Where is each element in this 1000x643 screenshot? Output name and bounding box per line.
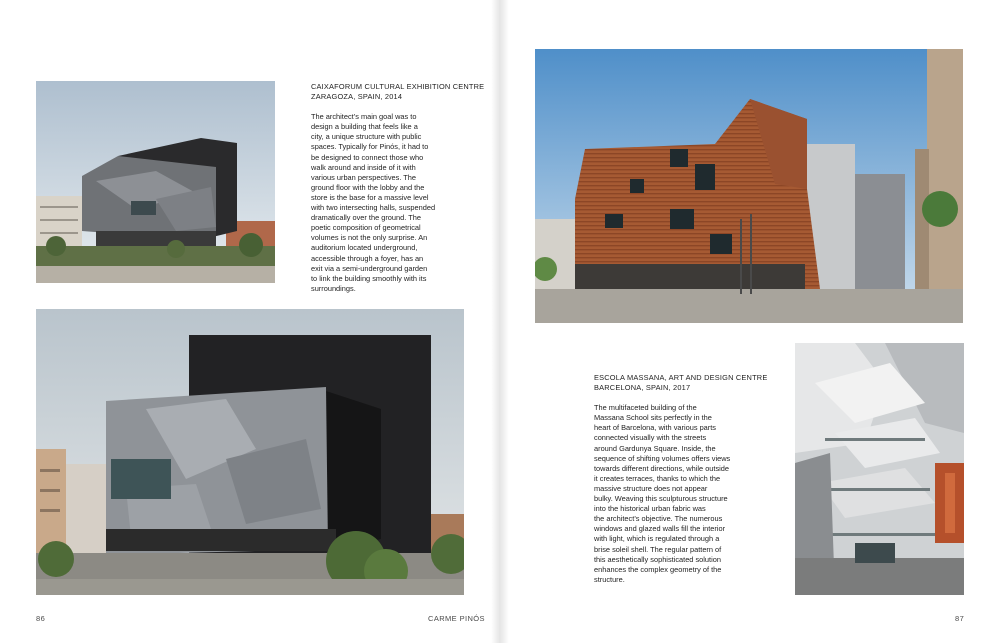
- escola-massana-text-line: connected visually with the streets: [594, 433, 707, 443]
- escola-massana-caption: [594, 373, 767, 585]
- escola-massana-text-line: brise soleil shell. The regular pattern of: [594, 544, 722, 554]
- escola-massana-text-line: towards different directions, while outside: [594, 463, 730, 473]
- escola-massana-text-line: into the historical urban fabric was: [594, 504, 706, 514]
- caixaforum-text-line: design a building that feels like a: [311, 122, 418, 132]
- caixaforum-text-line: ground floor with the lobby and the: [311, 182, 425, 192]
- escola-massana-text-line: structure.: [594, 574, 625, 584]
- caixaforum-location-line: ZARAGOZA, SPAIN, 2014: [311, 92, 403, 102]
- caixaforum-text-line: The architect’s main goal was to: [311, 112, 417, 122]
- escola-massana-text-line: The multifaceted building of the: [594, 403, 697, 413]
- escola-massana-text-line: windows and glazed walls fill the interior: [594, 524, 726, 534]
- caixaforum-text-line: be designed to connect those who: [311, 152, 424, 162]
- caixaforum-text-line: poetic composition of geometrical: [311, 223, 421, 233]
- photo-escola-massana-exterior: [535, 49, 963, 323]
- escola-massana-text-line: massive structure does not appear: [594, 483, 708, 493]
- caixaforum-text-line: walk around and inside of it with: [311, 162, 416, 172]
- photo-escola-massana-interior: [795, 343, 964, 595]
- caixaforum-text-line: auditorium located underground,: [311, 243, 418, 253]
- caixaforum-text-line: exit via a semi-underground garden: [311, 263, 428, 273]
- caixaforum-text-line: dramatically over the ground. The: [311, 213, 421, 223]
- escola-massana-text-line: with light, which is regulated through a: [594, 534, 720, 544]
- escola-massana-text-line: sequence of shifting volumes offers views: [594, 453, 731, 463]
- caixaforum-text-line: various urban perspectives. The: [311, 172, 417, 182]
- book-gutter: [491, 0, 509, 643]
- photo-caixaforum-exterior-small: [36, 81, 275, 283]
- running-footer: CARME PINÓS: [428, 614, 485, 623]
- escola-massana-text-line: around Gardunya Square. Inside, the: [594, 443, 716, 453]
- caixaforum-text-line: accessible through a foyer, has an: [311, 253, 424, 263]
- caixaforum-text-line: city, a unique structure with public: [311, 132, 422, 142]
- caixaforum-description: [311, 112, 484, 294]
- escola-massana-text-line: enhances the complex geometry of the: [594, 564, 722, 574]
- escola-massana-description: [594, 403, 767, 585]
- caixaforum-text-line: to link the building smoothly with its: [311, 273, 427, 283]
- caixaforum-title-line: CAIXAFORUM CULTURAL EXHIBITION CENTRE: [311, 82, 485, 91]
- caixaforum-text-line: with two intersecting halls, suspended: [311, 203, 436, 213]
- escola-massana-text-line: bulky. Weaving this sculpturous structure: [594, 494, 728, 504]
- escola-massana-text-line: it creates terraces, thanks to which the: [594, 473, 721, 483]
- escola-massana-title-line: ESCOLA MASSANA, ART AND DESIGN CENTRE: [594, 373, 768, 382]
- escola-massana-location-line: BARCELONA, SPAIN, 2017: [594, 383, 691, 393]
- right-page-number: 87: [955, 614, 965, 623]
- left-page-number: 86: [36, 614, 46, 623]
- photo-caixaforum-exterior-large: [36, 309, 464, 595]
- caixaforum-text-line: surroundings.: [311, 283, 356, 293]
- caixaforum-caption: [311, 82, 484, 294]
- escola-massana-text-line: this aesthetically sophisticated solution: [594, 554, 721, 564]
- caixaforum-text-line: volumes is not the only surprise. An: [311, 233, 428, 243]
- escola-massana-text-line: heart of Barcelona, with various parts: [594, 423, 717, 433]
- escola-massana-text-line: the architect’s objective. The numerous: [594, 514, 723, 524]
- caixaforum-text-line: spaces. Typically for Pinós, it had to: [311, 142, 429, 152]
- escola-massana-text-line: Massana School sits perfectly in the: [594, 413, 712, 423]
- caixaforum-text-line: store is the base for a massive level: [311, 192, 429, 202]
